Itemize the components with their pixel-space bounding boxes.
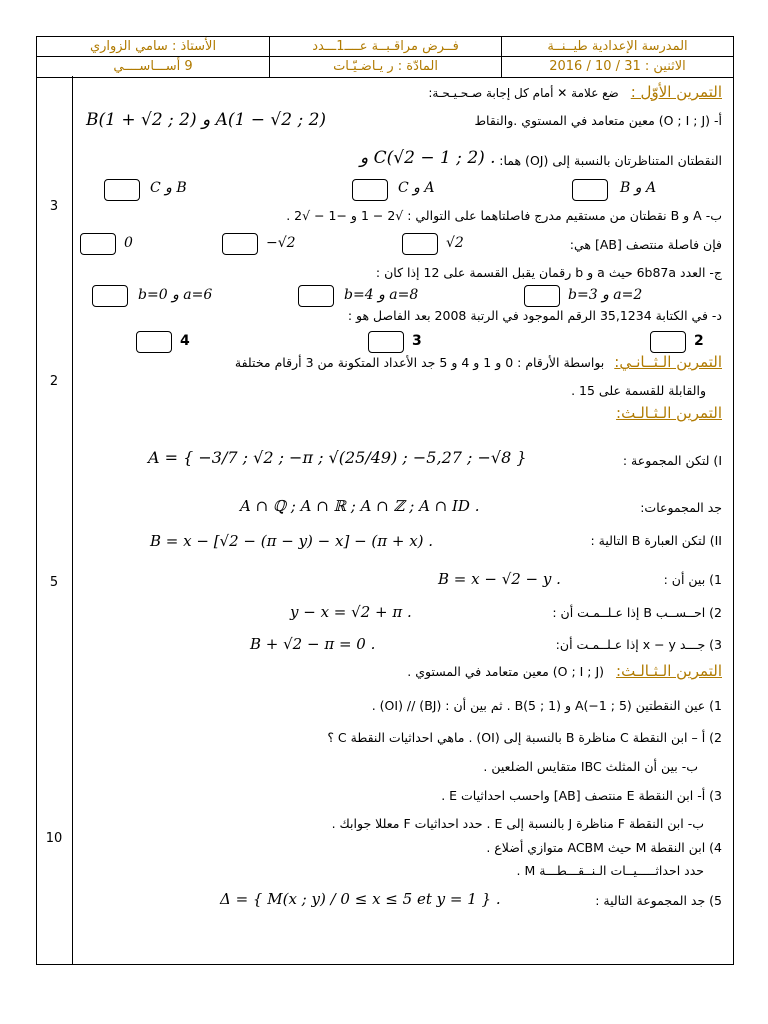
ex1-a-checkbox-1[interactable]	[572, 179, 608, 201]
ex3-part1-label: I) لتكن المجموعة :	[622, 453, 722, 468]
score-ex1: 3	[49, 199, 59, 214]
subject: المادّة : ر يـاضـيّـات	[333, 59, 438, 74]
ex1-d-checkbox-2[interactable]	[368, 331, 404, 353]
ex1-b-checkbox-3[interactable]	[80, 233, 116, 255]
ex1-c-checkbox-2[interactable]	[298, 285, 334, 307]
ex1-b-line1: ب- A و B نقطتان من مستقيم مدرج فاصلتاهما على التوالي : √2 − 1 و −1 − √2 .	[286, 208, 722, 223]
ex1-b-option-2: −√2	[266, 235, 296, 251]
teacher-name: الأستاذ : سامي الزواري	[89, 39, 217, 54]
ex3-set-a: A = { −3/7 ; √2 ; −π ; √(25/49) ; −5,27 ; −√8 }	[148, 448, 527, 467]
ex1-a-point-c: و C(√2 − 1 ; 2) .	[360, 148, 496, 168]
ex3-part2-label: II) لتكن العبارة B التالية :	[590, 533, 722, 548]
school-name: المدرسة الإعدادية طيــنــة	[547, 39, 688, 54]
class-level: 9 أســـاســــي	[113, 59, 193, 74]
ex4-q3a: 3) أ- ابن النقطة E منتصف [AB] واحسب احداثيات E .	[441, 788, 722, 803]
ex1-d-checkbox-1[interactable]	[650, 331, 686, 353]
ex1-d-checkbox-3[interactable]	[136, 331, 172, 353]
test-title: فــرض مراقـبــة عــــ1ـــدد	[312, 39, 459, 54]
ex3-q1: 1) بين أن :	[663, 572, 722, 587]
ex1-d-line: د- في الكتابة 35,1234 الرقم الموجود في الرتبة 2008 بعد الفاصل هو :	[347, 308, 722, 323]
ex1-a-checkbox-2[interactable]	[352, 179, 388, 201]
ex2-line2: والقابلة للقسمة على 15 .	[571, 383, 706, 398]
ex3-q2-expr: y − x = √2 + π .	[290, 603, 412, 621]
score-ex3: 5	[49, 575, 59, 590]
ex3-part1-sets: A ∩ ℚ ; A ∩ ℝ ; A ∩ ℤ ; A ∩ ID .	[240, 497, 480, 515]
ex1-c-checkbox-1[interactable]	[524, 285, 560, 307]
ex1-c-line: ج- العدد 6b87a حيث a و b رقمان يقبل القسمة على 12 إذا كان :	[375, 265, 722, 280]
ex3-part1-task: جد المجموعات:	[640, 500, 722, 515]
score-column	[36, 76, 73, 964]
ex4-intro: (O ; I ; J) معين متعامد في المستوي .	[407, 664, 605, 679]
ex1-c-option-1: b=3 و a=2	[568, 287, 643, 303]
ex4-q1: 1) عين النقطتين A(−1 ; 5) و B(5 ; 1) . ثم بين أن : (BJ) // (OI) .	[371, 698, 722, 713]
ex1-b-line2: فإن فاصلة منتصف [AB] هي:	[569, 237, 722, 252]
ex1-b-checkbox-2[interactable]	[222, 233, 258, 255]
ex1-a-option-3: C و B	[150, 180, 187, 196]
ex1-b-option-1: √2	[446, 235, 464, 251]
ex2-title: التمرين الـثــانـي:	[614, 353, 722, 371]
ex1-a-line1: أ- (O ; I ; J) معين متعامد في المستوي .والنقاط	[474, 113, 722, 128]
ex1-a-points: B(1 + √2 ; 2) و A(1 − √2 ; 2)	[86, 110, 327, 130]
ex4-q5-expr: Δ = { M(x ; y) / 0 ≤ x ≤ 5 et y = 1 } .	[220, 890, 501, 908]
ex1-title: التمرين الأوّل :	[630, 83, 722, 101]
ex4-q2b: ب- بين أن المثلث IBC متقايس الضلعين .	[483, 759, 698, 774]
ex4-heading	[407, 663, 722, 680]
score-ex4: 10	[45, 831, 63, 846]
ex4-q5: 5) جد المجموعة التالية :	[595, 893, 722, 908]
ex1-d-option-2: 3	[412, 333, 422, 349]
ex1-a-checkbox-3[interactable]	[104, 179, 140, 201]
ex1-instruction: ضع علامة ✕ أمام كل إجابة صـحـيـحـة:	[428, 86, 619, 100]
ex1-b-checkbox-1[interactable]	[402, 233, 438, 255]
ex3-q3: 3) جـــد x − y إذا عـلــمـت أن:	[555, 637, 722, 652]
ex3-q2: 2) احــســب B إذا عـلــمـت أن :	[552, 605, 722, 620]
ex1-b-option-3: 0	[124, 235, 133, 251]
ex1-a-option-2: C و A	[398, 180, 435, 196]
ex4-q4b: حدد احداثـــــيــات الـنــقـــطـــة M .	[516, 863, 704, 878]
ex2-line1: بواسطة الأرقام : 0 و 1 و 4 و 5 جد الأعداد المتكونة من 3 أرقام مختلفة	[234, 355, 605, 370]
ex1-c-checkbox-3[interactable]	[92, 285, 128, 307]
ex1-d-option-3: 4	[180, 333, 190, 349]
ex2-heading	[235, 354, 722, 371]
ex1-a-option-1: B و A	[620, 180, 657, 196]
ex3-title: التمرين الـثـالـث:	[616, 404, 722, 422]
ex4-q4a: 4) ابن النقطة M حيث ACBM متوازي أضلاع .	[486, 840, 722, 855]
date: الاثنين : 31 / 10 / 2016	[549, 59, 686, 74]
ex3-expr-b: B = x − [√2 − (π − y) − x] − (π + x) .	[150, 532, 434, 550]
ex4-q2a: 2) أ – ابن النقطة C مناظرة B بالنسبة إلى (OI) . ماهي احداثيات النقطة C ؟	[327, 730, 722, 745]
ex1-a-line2: النقطتان المتناظرتان بالنسبة إلى (OJ) هما:	[499, 153, 722, 168]
ex1-d-option-1: 2	[694, 333, 704, 349]
ex4-q3b: ب- ابن النقطة F مناظرة J بالنسبة إلى E . حدد احداثيات F معللا جوابك .	[331, 816, 704, 831]
ex1-heading	[428, 84, 722, 101]
ex1-c-option-3: b=0 و a=6	[138, 287, 213, 303]
score-ex2: 2	[49, 374, 59, 389]
header-table	[36, 36, 734, 78]
ex1-c-option-2: b=4 و a=8	[344, 287, 419, 303]
ex3-q1-expr: B = x − √2 − y .	[438, 570, 561, 588]
ex3-q3-expr: B + √2 − π = 0 .	[250, 635, 376, 653]
ex4-title: التمرين الـثـالـث:	[616, 662, 722, 680]
